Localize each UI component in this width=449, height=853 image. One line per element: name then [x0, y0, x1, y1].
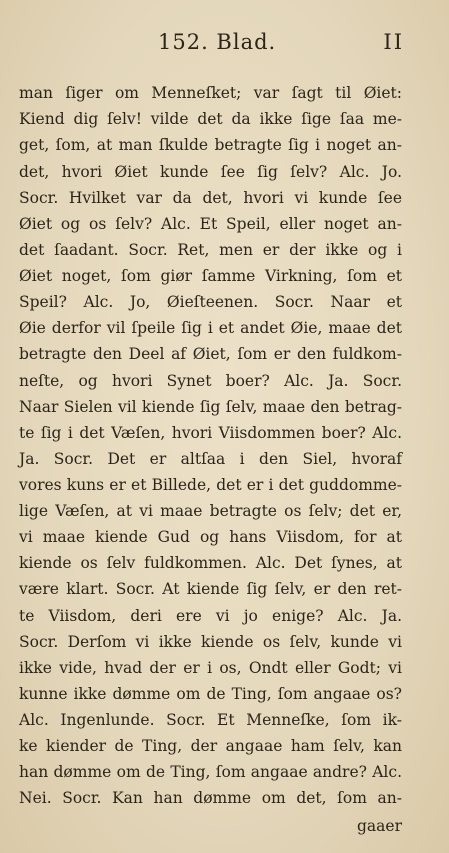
text-line: Ja. Socr. Det er altſaa i den Siel, hvoraf: [19, 450, 402, 468]
text-line: Socr. Hvilket var da det, hvori vi kunde ſee: [19, 189, 402, 207]
text-line: ke kiender de Ting, der angaae ham ſelv, kan: [19, 737, 402, 755]
text-line: Kiend dig ſelv! vilde det da ikke ſige ſaa me-: [19, 110, 402, 128]
text-line: man ſiger om Menneſket; var ſagt til Øiet:: [19, 84, 402, 102]
text-line: vi maae kiende Gud og hans Viisdom, for at: [19, 528, 402, 546]
text-line: Øiet noget, ſom giør ſamme Virkning, ſom et: [19, 267, 402, 285]
signature-mark: II: [383, 30, 404, 54]
text-line: Øie derfor vil ſpeile ſig i et andet Øie, maae det: [19, 319, 402, 337]
text-line: det, hvori Øiet kunde ſee ſig ſelv? Alc. Jo.: [19, 163, 402, 181]
catchword: gaaer: [357, 817, 402, 835]
page-title: 152. Blad.: [158, 30, 277, 54]
text-line: Øiet og os ſelv? Alc. Et Speil, eller noget an-: [19, 215, 402, 233]
text-line: Socr. Derſom vi ikke kiende os ſelv, kunde vi: [19, 633, 402, 651]
text-line: ikke vide, hvad der er i os, Ondt eller Godt; vi: [19, 659, 402, 677]
text-line: get, ſom, at man ſkulde betragte ſig i noget an-: [19, 136, 402, 154]
text-line: kiende os ſelv fuldkommen. Alc. Det ſynes, at: [19, 554, 402, 572]
text-line: Alc. Ingenlunde. Socr. Et Menneſke, ſom ik-: [19, 711, 402, 729]
text-line: kunne ikke dømme om de Ting, ſom angaae os?: [19, 685, 402, 703]
text-line: det ſaadant. Socr. Ret, men er der ikke og i: [19, 241, 402, 259]
text-line: være klart. Socr. At kiende ſig ſelv, er den ret-: [19, 580, 402, 598]
text-line: han dømme om de Ting, ſom angaae andre? Alc.: [19, 763, 402, 781]
text-line: te Viisdom, deri ere vi jo enige? Alc. Ja.: [19, 607, 402, 625]
text-line: Naar Sielen vil kiende ſig ſelv, maae den betrag-: [19, 398, 402, 416]
text-line: betragte den Deel af Øiet, ſom er den fuldkom-: [19, 345, 402, 363]
text-line: lige Væſen, at vi maae betragte os ſelv; det er,: [19, 502, 402, 520]
text-line: vores kuns er et Billede, det er i det guddomme-: [19, 476, 402, 494]
text-line: Nei. Socr. Kan han dømme om det, ſom an-: [19, 789, 402, 807]
text-line: neſte, og hvori Synet boer? Alc. Ja. Socr.: [19, 372, 402, 390]
text-line: Speil? Alc. Jo, Øieſteenen. Socr. Naar et: [19, 293, 402, 311]
page-header: [0, 30, 449, 60]
text-line: te ſig i det Væſen, hvori Viisdommen boer? Alc.: [19, 424, 402, 442]
